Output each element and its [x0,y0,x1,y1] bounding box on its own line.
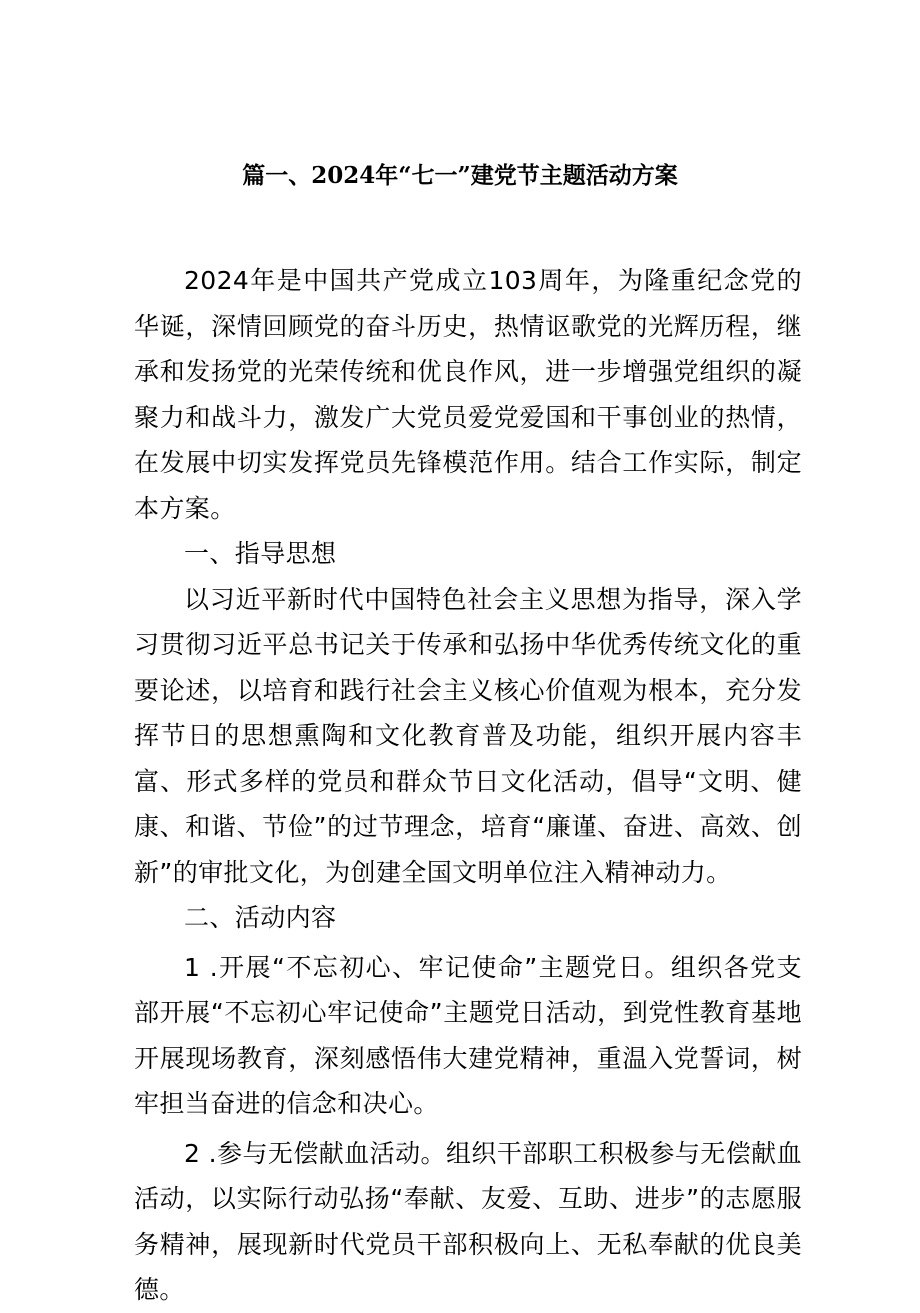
activity-item-1: 1 .开展“不忘初心、牢记使命”主题党日。组织各党支部开展“不忘初心牢记使命”主题党日活动，到党性教育基地开展现场教育，深刻感悟伟大建党精神，重温入党誓词，树牢担当奋进的信念和决心。 [134,952,802,1118]
section-heading-guiding-ideology: 一、指导思想 [184,539,337,568]
section-heading-activity-content: 二、活动内容 [184,903,337,932]
document-body [134,258,802,1313]
guiding-ideology-paragraph: 以习近平新时代中国特色社会主义思想为指导，深入学习贯彻习近平总书记关于传承和弘扬中华优秀传统文化的重要论述，以培育和践行社会主义核心价值观为根本，充分发挥节日的思想熏陶和文化教育普及功能，组织开展内容丰富、形式多样的党员和群众节日文化活动，倡导“文明、健康、和谐、节俭”的过节理念，培育“廉谨、奋进、高效、创新”的审批文化，为创建全国文明单位注入精神动力。 [134,584,802,887]
intro-paragraph: 2024年是中国共产党成立103周年，为隆重纪念党的华诞，深情回顾党的奋斗历史，热情讴歌党的光辉历程，继承和发扬党的光荣传统和优良作风，进一步增强党组织的凝聚力和战斗力，激发广大党员爱党爱国和干事创业的热情，在发展中切实发挥党员先锋模范作用。结合工作实际，制定本方案。 [134,266,802,523]
activity-item-2: 2 .参与无偿献血活动。组织干部职工积极参与无偿献血活动，以实际行动弘扬“奉献、友爱、互助、进步”的志愿服务精神，展现新时代党员干部积极向上、无私奉献的优良美德。 [134,1138,802,1304]
document-title: 篇一、2024年“七一”建党节主题活动方案 [242,162,678,189]
